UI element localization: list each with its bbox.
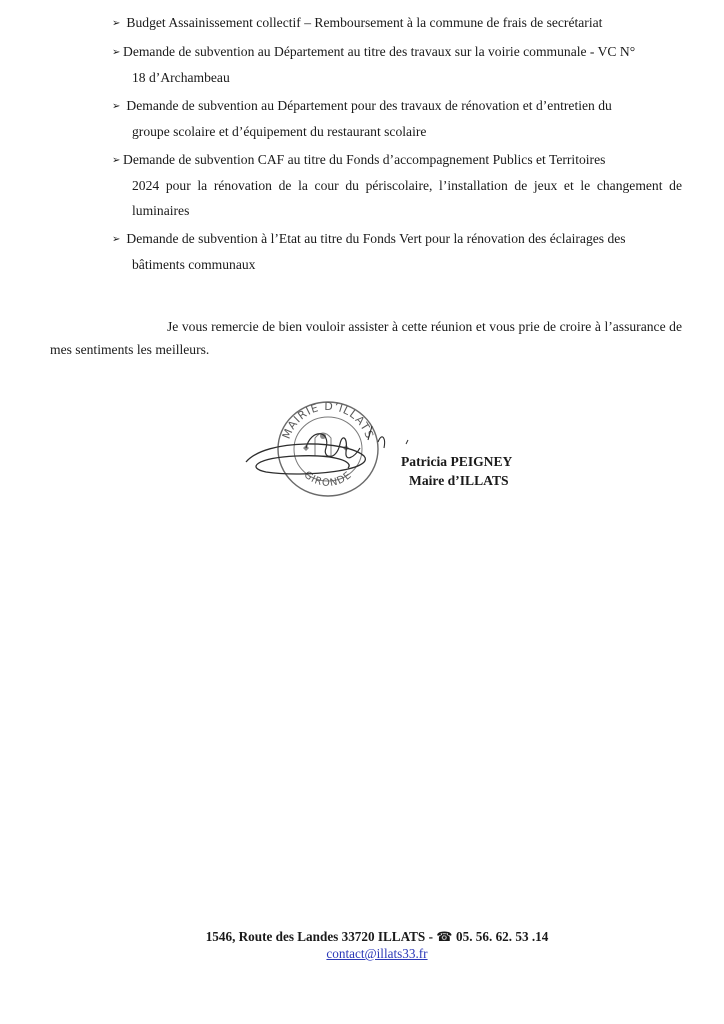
arrow-bullet-icon: ➢ (112, 234, 121, 245)
signer-name: Patricia PEIGNEY (401, 454, 513, 469)
footer-email-link[interactable]: contact@illats33.fr (326, 946, 428, 961)
footer-phone: 05. 56. 62. 53 .14 (456, 929, 549, 944)
agenda-item-text: Demande de subvention au Département pour des travaux de rénovation et d’entretien du (126, 98, 612, 113)
agenda-item-text: Demande de subvention CAF au titre du Fonds d’accompagnement Publics et Territoires (123, 152, 606, 167)
footer-address: 1546, Route des Landes 33720 ILLATS - (205, 929, 433, 944)
agenda-item-continuation: groupe scolaire et d’équipement du restaurant scolaire (132, 124, 427, 139)
footer-contact-line (0, 928, 724, 945)
stamp-bottom-text: GIRONDE (301, 469, 355, 490)
signer-role: Maire d’ILLATS (409, 473, 509, 488)
agenda-item (112, 39, 682, 90)
agenda-item-continuation: 18 d’Archambeau (132, 70, 230, 85)
arrow-bullet-icon: ➢ (112, 101, 121, 112)
agenda-item-text: Demande de subvention à l’Etat au titre du Fonds Vert pour la rénovation des éclairages des (126, 231, 626, 246)
stamp-top-text: MAIRIE D’ILLATS (279, 399, 377, 441)
agenda-item-text: Budget Assainissement collectif – Remboursement à la commune de frais de secrétariat (126, 15, 603, 30)
closing-paragraph: Je vous remercie de bien vouloir assister à cette réunion et vous prie de croire à l’assurance de mes sentiments les meilleurs. (50, 319, 682, 357)
arrow-bullet-icon: ➢ (112, 155, 121, 166)
agenda-list (112, 10, 682, 280)
agenda-item-continuation: 2024 pour la rénovation de la cour du périscolaire, l’installation de jeux et le changement de luminaires (132, 178, 682, 218)
footer (0, 928, 724, 962)
telephone-icon: ☎ (436, 929, 453, 944)
agenda-item (112, 147, 682, 223)
agenda-item (112, 226, 682, 277)
agenda-item-text: Demande de subvention au Département au titre des travaux sur la voirie communale - VC N° (123, 44, 636, 59)
agenda-item-continuation: bâtiments communaux (132, 257, 256, 272)
signer-block (398, 452, 558, 490)
agenda-item (112, 10, 682, 36)
arrow-bullet-icon: ➢ (112, 47, 121, 58)
arrow-bullet-icon: ➢ (112, 18, 121, 29)
agenda-item (112, 93, 682, 144)
